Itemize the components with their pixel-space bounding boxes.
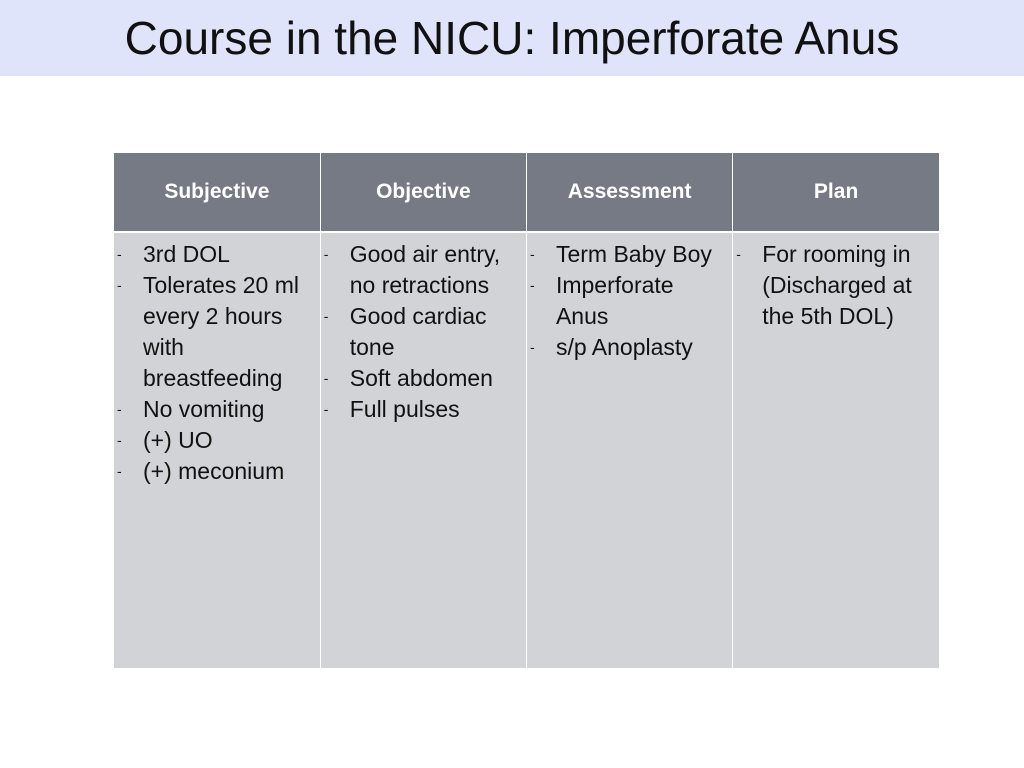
dash-bullet: - <box>117 401 122 417</box>
dash-bullet: - <box>117 246 122 262</box>
cell-assessment <box>526 232 732 668</box>
list-item-text: Full pulses <box>349 396 460 422</box>
dash-bullet: - <box>529 339 535 355</box>
list-item-text: Good air entry, no retractions <box>349 241 501 298</box>
cell-objective <box>320 232 526 668</box>
list-item <box>321 363 524 394</box>
dash-bullet: - <box>529 277 535 293</box>
header-objective: Objective <box>320 153 526 232</box>
soap-table <box>114 153 939 668</box>
list-item-text: Imperforate Anus <box>555 272 674 329</box>
table-header-row <box>114 153 939 232</box>
slide-title: Course in the NICU: Imperforate Anus <box>124 12 900 64</box>
cell-plan <box>733 232 939 668</box>
list-item <box>527 270 730 332</box>
list-item <box>321 239 524 301</box>
list-item-text: Good cardiac tone <box>349 303 487 360</box>
dash-bullet: - <box>117 432 122 448</box>
list-item-text: Soft abdomen <box>349 365 493 391</box>
dash-bullet: - <box>323 401 329 417</box>
header-plan: Plan <box>733 153 939 232</box>
list-item-text: s/p Anoplasty <box>555 334 693 360</box>
cell-subjective <box>114 232 320 668</box>
dash-bullet: - <box>323 308 329 324</box>
list-item-text: For rooming in (Discharged at the 5th DOL) <box>762 241 912 329</box>
list-item-text: No vomiting <box>143 396 265 422</box>
header-assessment: Assessment <box>526 153 732 232</box>
list-item <box>527 239 730 270</box>
list-item <box>321 301 524 363</box>
dash-bullet: - <box>117 463 122 479</box>
subjective-list <box>114 239 318 487</box>
list-item <box>114 239 318 270</box>
list-item <box>527 332 730 363</box>
assessment-list <box>527 239 730 363</box>
list-item <box>733 239 937 332</box>
list-item <box>114 394 318 425</box>
table-row <box>114 232 939 668</box>
list-item-text: Tolerates 20 ml every 2 hours with breastfeeding <box>143 272 299 391</box>
title-band <box>0 0 1024 76</box>
plan-list <box>733 239 937 332</box>
header-subjective: Subjective <box>114 153 320 232</box>
list-item-text: 3rd DOL <box>143 241 230 267</box>
list-item-text: (+) meconium <box>143 458 285 484</box>
list-item <box>114 425 318 456</box>
list-item <box>114 456 318 487</box>
dash-bullet: - <box>736 246 741 262</box>
list-item-text: (+) UO <box>143 427 213 453</box>
dash-bullet: - <box>117 277 122 293</box>
list-item <box>114 270 318 394</box>
list-item <box>321 394 524 425</box>
dash-bullet: - <box>529 246 535 262</box>
dash-bullet: - <box>323 246 329 262</box>
list-item-text: Term Baby Boy <box>555 241 712 267</box>
dash-bullet: - <box>323 370 329 386</box>
objective-list <box>321 239 524 425</box>
